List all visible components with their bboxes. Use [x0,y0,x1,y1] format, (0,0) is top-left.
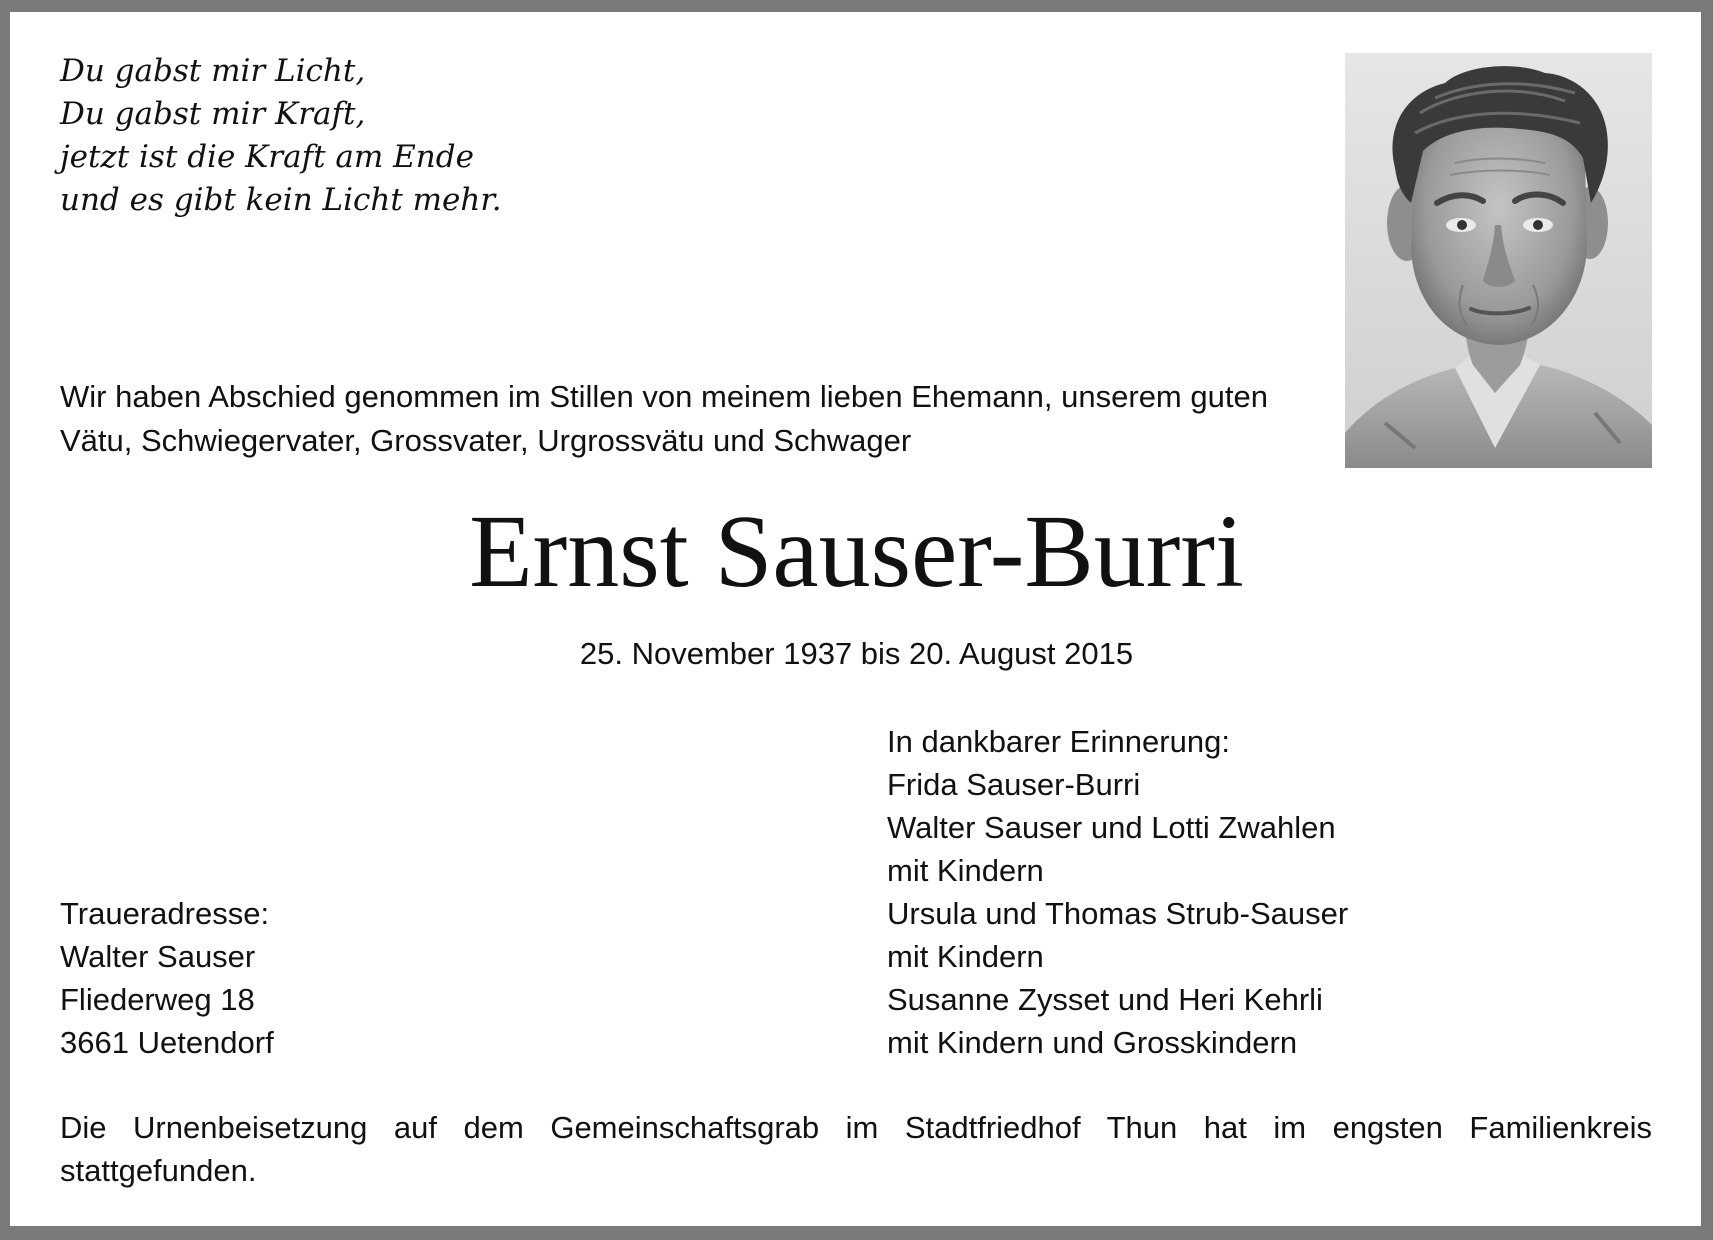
mourner-line: mit Kindern [887,939,1044,974]
life-dates: 25. November 1937 bis 20. August 2015 [579,636,1134,671]
intro-line: Wir haben Abschied genommen im Stillen von meinem lieben Ehemann, unserem guten [60,379,1268,414]
address-line: Fliederweg 18 [60,982,255,1017]
burial-notice: Die Urnenbeisetzung auf dem Gemeinschaftsgrab im Stadtfriedhof Thun hat im engsten Familienkreis stattgefunden. [60,1110,1652,1188]
poem-line: und es gibt kein Licht mehr. [60,182,502,218]
mourners-list [887,720,1348,1064]
farewell-intro [60,375,1330,463]
deceased-name: Ernst Sauser-Burri [469,494,1244,609]
address-line: 3661 Uetendorf [60,1025,274,1060]
mourning-address [60,892,274,1064]
poem-line: Du gabst mir Kraft, [60,96,366,132]
mourner-line: Frida Sauser-Burri [887,767,1141,802]
mourner-line: Walter Sauser und Lotti Zwahlen [887,810,1336,845]
poem-line: jetzt ist die Kraft am Ende [60,139,474,175]
mourner-line: mit Kindern [887,853,1044,888]
poem [60,50,502,222]
address-line: Walter Sauser [60,939,256,974]
portrait-photo-icon [1345,53,1652,468]
mourner-line: mit Kindern und Grosskindern [887,1025,1298,1060]
mourners-heading: In dankbarer Erinnerung: [887,724,1230,759]
mourner-line: Susanne Zysset und Heri Kehrli [887,982,1323,1017]
mourner-line: Ursula und Thomas Strub-Sauser [887,896,1349,931]
poem-line: Du gabst mir Licht, [60,53,366,89]
intro-line: Vätu, Schwiegervater, Grossvater, Urgrossvätu und Schwager [60,423,912,458]
address-heading: Traueradresse: [60,896,270,931]
